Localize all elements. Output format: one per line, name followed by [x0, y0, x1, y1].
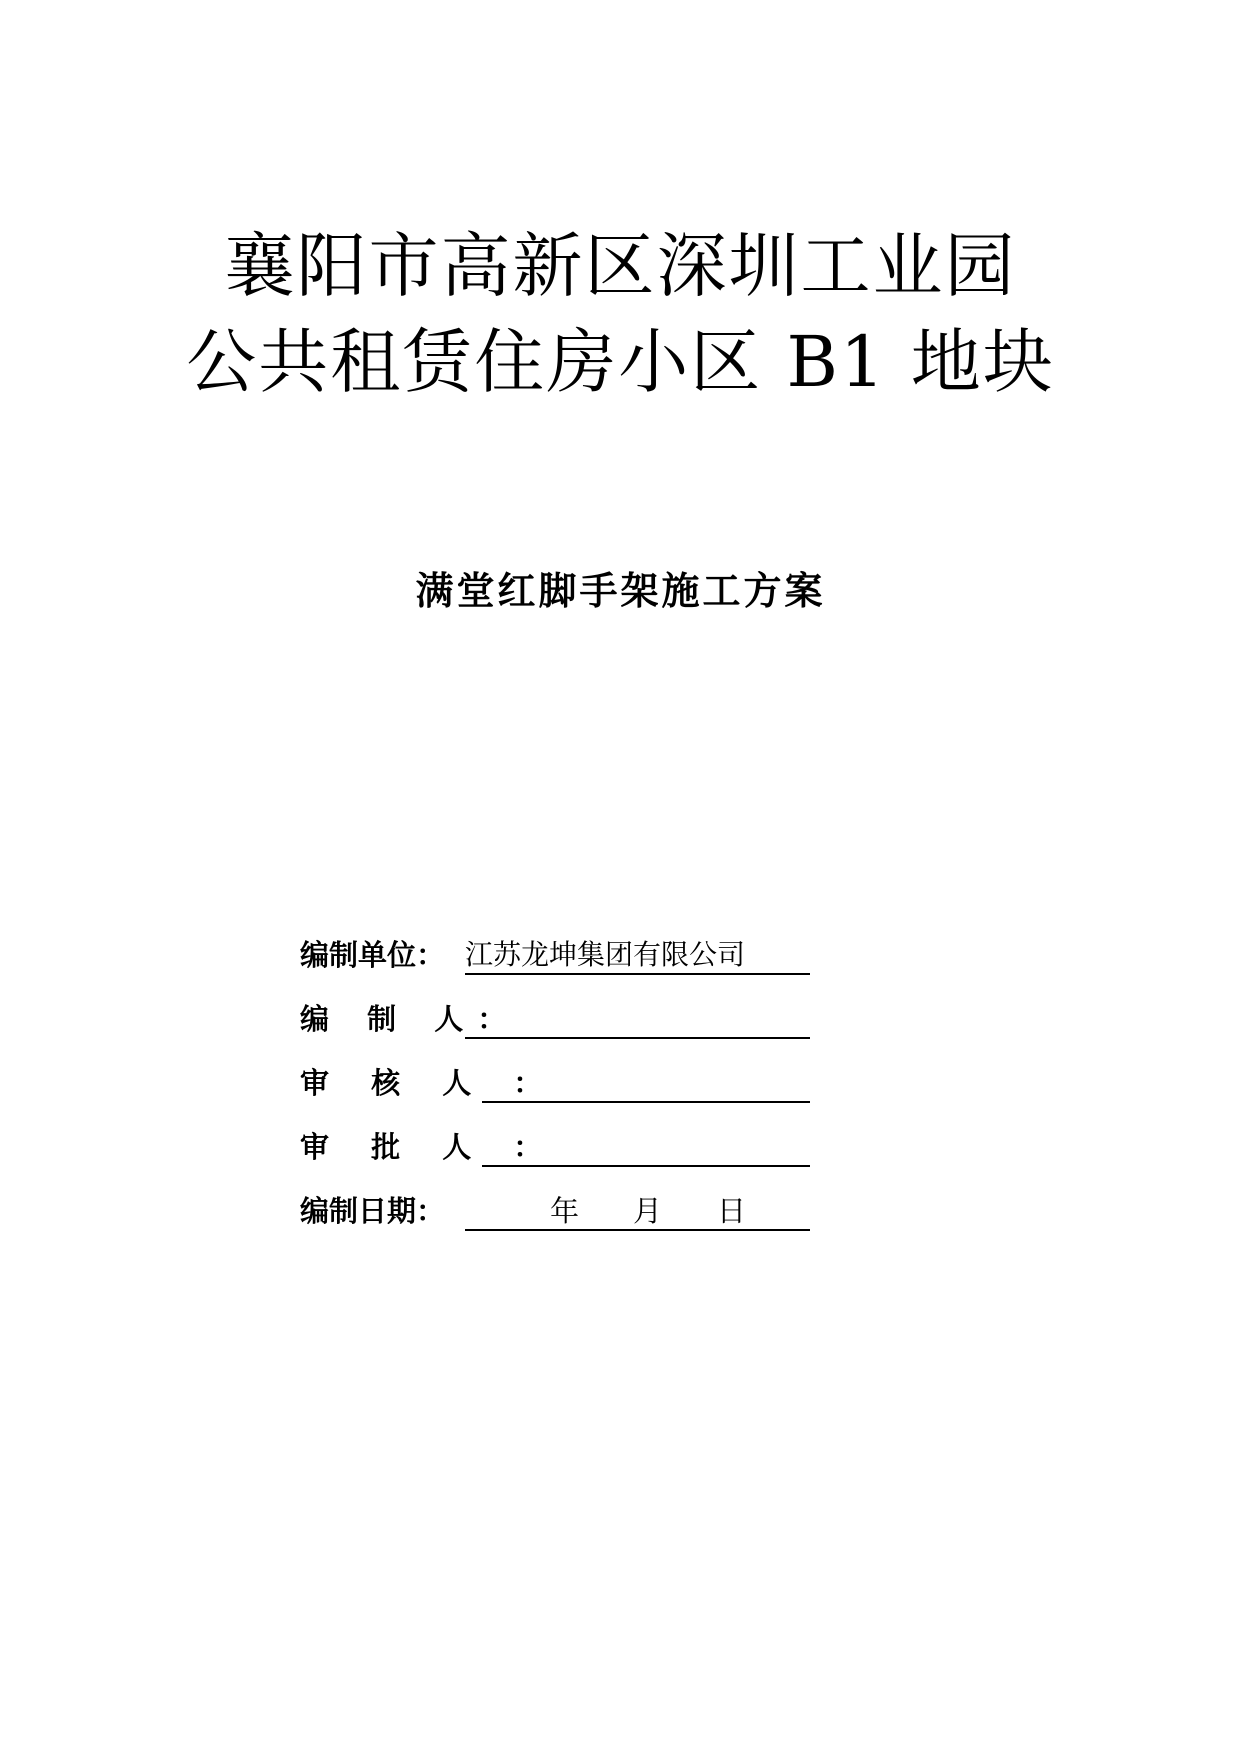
date-row: [300, 1191, 860, 1235]
date-label: 编制日期：: [300, 1194, 446, 1228]
approver-row: [300, 1127, 860, 1171]
unit-label: 编制单位：: [300, 938, 446, 972]
reviewer-field[interactable]: [482, 1065, 810, 1103]
unit-field[interactable]: 江苏龙坤集团有限公司: [465, 937, 810, 975]
project-title-line-2: 公共租赁住房小区 B1 地块: [186, 321, 1055, 403]
approver-label: 审 批 人 ：: [300, 1130, 559, 1164]
author-field[interactable]: [465, 1001, 810, 1039]
author-label: 编 制 人：: [300, 1002, 521, 1036]
unit-row: [300, 935, 860, 979]
date-year-label: 年: [550, 1194, 580, 1228]
approver-field[interactable]: [482, 1129, 810, 1167]
document-subtitle: 满堂红脚手架施工方案: [415, 569, 826, 613]
date-month-label: 月: [633, 1194, 663, 1228]
reviewer-label: 审 核 人 ：: [300, 1066, 559, 1100]
date-day-label: 日: [717, 1194, 747, 1228]
date-field[interactable]: [465, 1193, 810, 1231]
project-title-line-1: 襄阳市高新区深圳工业园: [224, 225, 1017, 307]
author-row: [300, 999, 860, 1043]
reviewer-row: [300, 1063, 860, 1107]
